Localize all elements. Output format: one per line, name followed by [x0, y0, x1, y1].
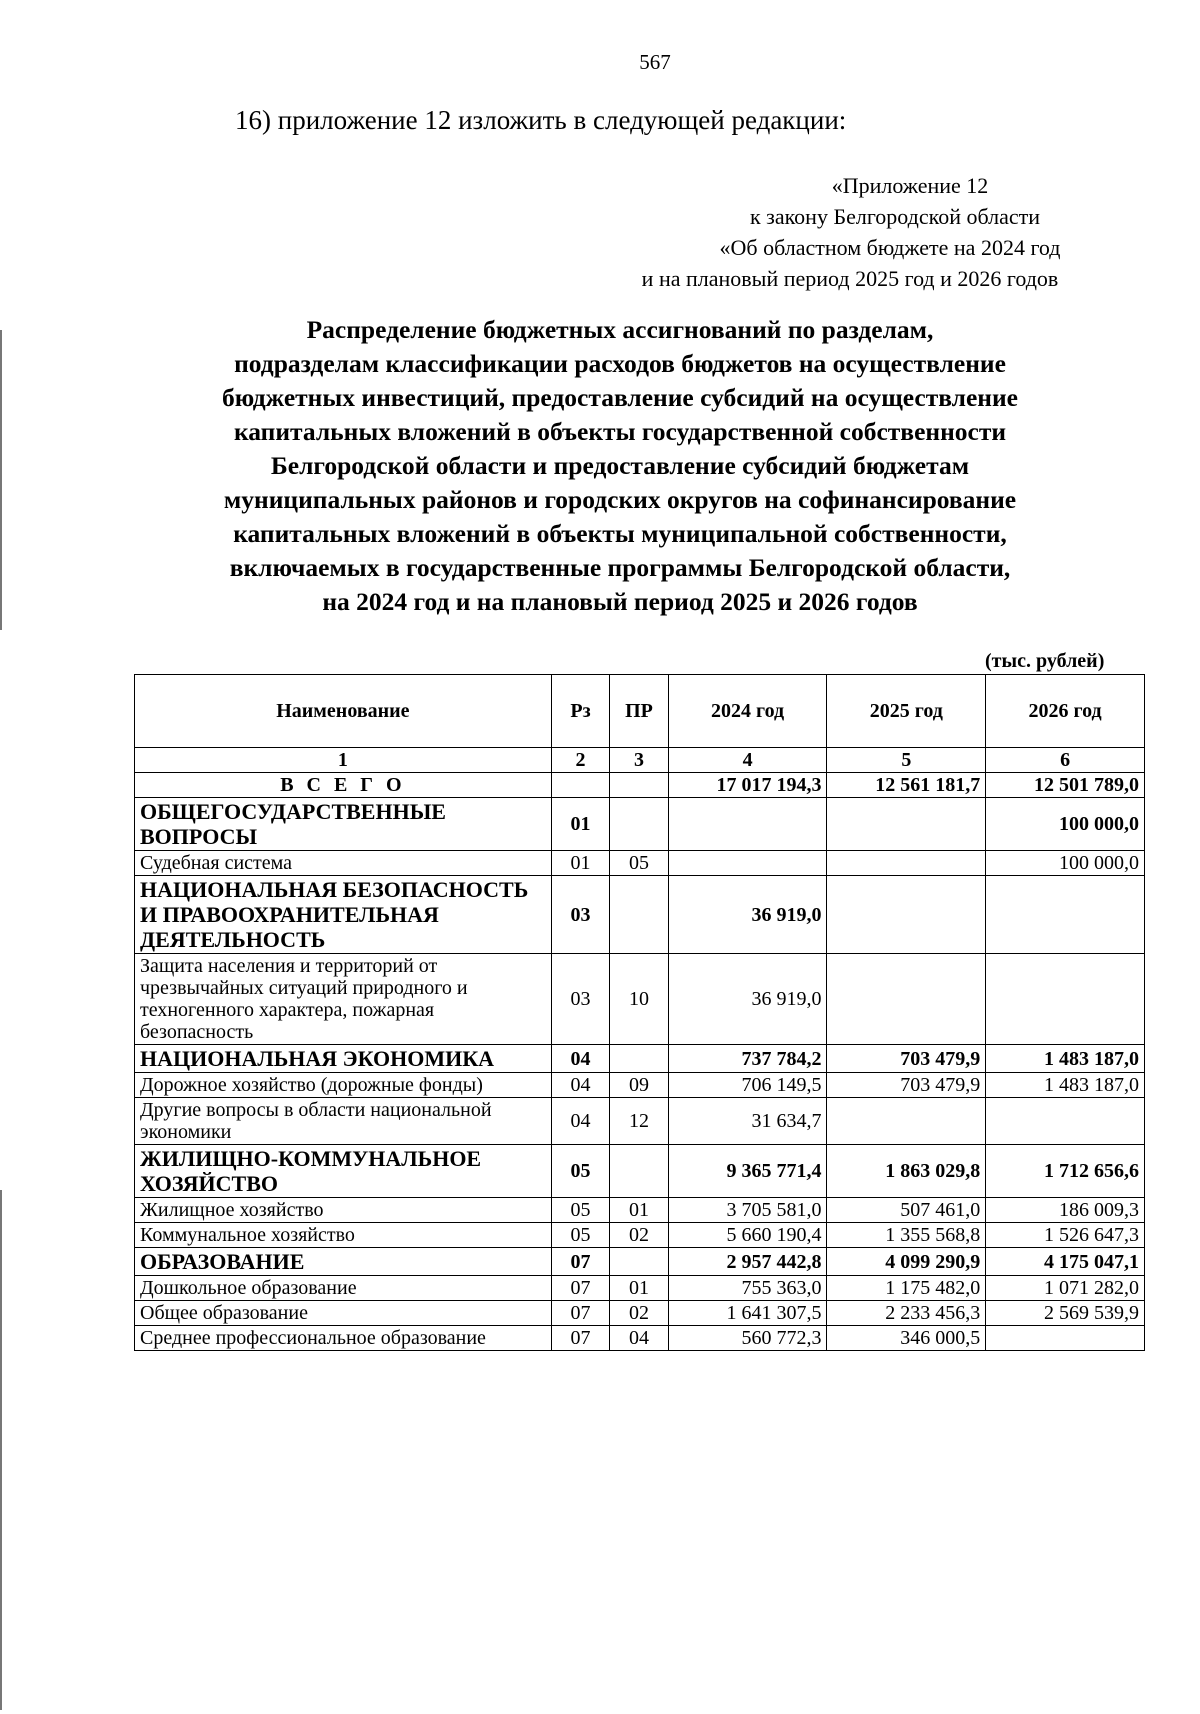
row-2025: 1 863 029,8	[827, 1145, 986, 1198]
row-2025	[827, 1098, 986, 1145]
row-rz: 01	[551, 851, 609, 876]
row-name: Судебная система	[135, 851, 552, 876]
row-rz: 01	[551, 798, 609, 851]
row-2025	[827, 954, 986, 1045]
table-row-section	[135, 1045, 1145, 1073]
row-2025	[827, 876, 986, 954]
row-2026	[986, 1098, 1145, 1145]
row-2025: 507 461,0	[827, 1198, 986, 1223]
row-2025: 346 000,5	[827, 1326, 986, 1351]
row-2026	[986, 876, 1145, 954]
table-row	[135, 1073, 1145, 1098]
column-number: 2	[551, 748, 609, 773]
row-2025: 1 355 568,8	[827, 1223, 986, 1248]
row-2024	[668, 851, 827, 876]
row-2024: 17 017 194,3	[668, 773, 827, 798]
units-label: (тыс. рублей)	[985, 650, 1105, 672]
table-row-section	[135, 1248, 1145, 1276]
row-name: Другие вопросы в области национальной экономики	[135, 1098, 552, 1145]
column-number: 5	[827, 748, 986, 773]
row-name: Защита населения и территорий от чрезвычайных ситуаций природного и техногенного характера, пожарная безопасность	[135, 954, 552, 1045]
row-2026	[986, 1326, 1145, 1351]
row-2024: 2 957 442,8	[668, 1248, 827, 1276]
row-2025: 2 233 456,3	[827, 1301, 986, 1326]
table-row	[135, 1223, 1145, 1248]
header-2026: 2026 год	[986, 675, 1145, 748]
row-pr: 02	[610, 1223, 669, 1248]
row-2025: 12 561 181,7	[827, 773, 986, 798]
row-2024: 737 784,2	[668, 1045, 827, 1073]
row-2026	[986, 954, 1145, 1045]
row-2024: 9 365 771,4	[668, 1145, 827, 1198]
row-rz: 05	[551, 1223, 609, 1248]
row-pr: 10	[610, 954, 669, 1045]
row-rz: 03	[551, 876, 609, 954]
column-number: 6	[986, 748, 1145, 773]
row-2024: 1 641 307,5	[668, 1301, 827, 1326]
header-2024: 2024 год	[668, 675, 827, 748]
table-row-section	[135, 1145, 1145, 1198]
table-row	[135, 1276, 1145, 1301]
table-row	[135, 851, 1145, 876]
row-2025	[827, 798, 986, 851]
row-rz: 05	[551, 1145, 609, 1198]
header-pr: ПР	[610, 675, 669, 748]
row-2026: 1 526 647,3	[986, 1223, 1145, 1248]
row-2024: 706 149,5	[668, 1073, 827, 1098]
row-name: Коммунальное хозяйство	[135, 1223, 552, 1248]
table-header-row	[135, 675, 1145, 748]
table-row	[135, 1301, 1145, 1326]
header-rz: Рз	[551, 675, 609, 748]
appendix-header	[600, 170, 1120, 294]
column-number-row	[135, 748, 1145, 773]
row-2026: 1 483 187,0	[986, 1045, 1145, 1073]
page-number: 567	[639, 50, 671, 74]
row-name: В С Е Г О	[135, 773, 552, 798]
row-pr: 04	[610, 1326, 669, 1351]
appendix-line: к закону Белгородской области	[749, 204, 1041, 229]
budget-table	[134, 674, 1145, 1351]
row-pr	[610, 1248, 669, 1276]
row-2026: 100 000,0	[986, 798, 1145, 851]
row-2026: 1 483 187,0	[986, 1073, 1145, 1098]
row-2024: 36 919,0	[668, 954, 827, 1045]
table-row	[135, 1326, 1145, 1351]
row-2024: 36 919,0	[668, 876, 827, 954]
row-pr	[610, 773, 669, 798]
row-name: Среднее профессиональное образование	[135, 1326, 552, 1351]
row-2026: 1 071 282,0	[986, 1276, 1145, 1301]
table-row-section	[135, 798, 1145, 851]
row-name: НАЦИОНАЛЬНАЯ БЕЗОПАСНОСТЬ И ПРАВООХРАНИТЕЛЬНАЯ ДЕЯТЕЛЬНОСТЬ	[135, 876, 552, 954]
row-2026: 186 009,3	[986, 1198, 1145, 1223]
title-line: капитальных вложений в объекты государственной собственности	[233, 417, 1007, 446]
row-name: Дошкольное образование	[135, 1276, 552, 1301]
row-name: ОБРАЗОВАНИЕ	[135, 1248, 552, 1276]
title-line: Распределение бюджетных ассигнований по разделам,	[306, 315, 934, 344]
row-2024: 5 660 190,4	[668, 1223, 827, 1248]
table-row	[135, 1098, 1145, 1145]
title-line: Белгородской области и предоставление субсидий бюджетам	[270, 451, 970, 480]
title-line: на 2024 год и на плановый период 2025 и 2026 годов	[322, 587, 918, 616]
row-2025: 703 479,9	[827, 1045, 986, 1073]
intro-text: 16) приложение 12 изложить в следующей редакции:	[235, 105, 847, 135]
row-2024: 31 634,7	[668, 1098, 827, 1145]
appendix-line: и на плановый период 2025 год и 2026 годов	[641, 266, 1059, 291]
table-row	[135, 954, 1145, 1045]
row-pr	[610, 1045, 669, 1073]
row-rz: 04	[551, 1073, 609, 1098]
row-rz: 03	[551, 954, 609, 1045]
appendix-line: «Об областном бюджете на 2024 год	[719, 235, 1061, 260]
row-2024: 560 772,3	[668, 1326, 827, 1351]
row-name: ЖИЛИЩНО-КОММУНАЛЬНОЕ ХОЗЯЙСТВО	[135, 1145, 552, 1198]
scan-edge-mark	[0, 330, 2, 630]
row-rz: 07	[551, 1326, 609, 1351]
row-2025: 703 479,9	[827, 1073, 986, 1098]
table-row	[135, 1198, 1145, 1223]
row-name: Жилищное хозяйство	[135, 1198, 552, 1223]
row-2024: 755 363,0	[668, 1276, 827, 1301]
row-name: ОБЩЕГОСУДАРСТВЕННЫЕ ВОПРОСЫ	[135, 798, 552, 851]
row-pr: 09	[610, 1073, 669, 1098]
row-2025	[827, 851, 986, 876]
row-rz: 07	[551, 1301, 609, 1326]
row-2024	[668, 798, 827, 851]
title-line: включаемых в государственные программы Белгородской области,	[229, 553, 1011, 582]
title-line: бюджетных инвестиций, предоставление субсидий на осуществление	[222, 383, 1018, 412]
row-2026: 4 175 047,1	[986, 1248, 1145, 1276]
title-line: муниципальных районов и городских округов на софинансирование	[223, 485, 1017, 514]
row-pr: 01	[610, 1198, 669, 1223]
title-line: капитальных вложений в объекты муниципальной собственности,	[233, 519, 1007, 548]
row-pr	[610, 1145, 669, 1198]
scan-edge-mark	[0, 1190, 2, 1710]
row-rz	[551, 773, 609, 798]
table-row-total	[135, 773, 1145, 798]
column-number: 4	[668, 748, 827, 773]
row-2025: 4 099 290,9	[827, 1248, 986, 1276]
row-2026: 2 569 539,9	[986, 1301, 1145, 1326]
row-rz: 05	[551, 1198, 609, 1223]
row-pr: 12	[610, 1098, 669, 1145]
row-2026: 100 000,0	[986, 851, 1145, 876]
row-pr	[610, 798, 669, 851]
appendix-line: «Приложение 12	[831, 173, 989, 198]
row-2024: 3 705 581,0	[668, 1198, 827, 1223]
row-pr: 01	[610, 1276, 669, 1301]
row-rz: 04	[551, 1045, 609, 1073]
row-pr: 05	[610, 851, 669, 876]
header-name: Наименование	[135, 675, 552, 748]
column-number: 3	[610, 748, 669, 773]
row-rz: 07	[551, 1248, 609, 1276]
header-2025: 2025 год	[827, 675, 986, 748]
document-title	[140, 313, 1100, 619]
row-rz: 04	[551, 1098, 609, 1145]
row-rz: 07	[551, 1276, 609, 1301]
row-name: Дорожное хозяйство (дорожные фонды)	[135, 1073, 552, 1098]
row-name: НАЦИОНАЛЬНАЯ ЭКОНОМИКА	[135, 1045, 552, 1073]
title-line: подразделам классификации расходов бюджетов на осуществление	[234, 349, 1006, 378]
row-name: Общее образование	[135, 1301, 552, 1326]
row-2025: 1 175 482,0	[827, 1276, 986, 1301]
row-2026: 12 501 789,0	[986, 773, 1145, 798]
row-pr	[610, 876, 669, 954]
column-number: 1	[135, 748, 552, 773]
row-2026: 1 712 656,6	[986, 1145, 1145, 1198]
row-pr: 02	[610, 1301, 669, 1326]
table-row-section	[135, 876, 1145, 954]
